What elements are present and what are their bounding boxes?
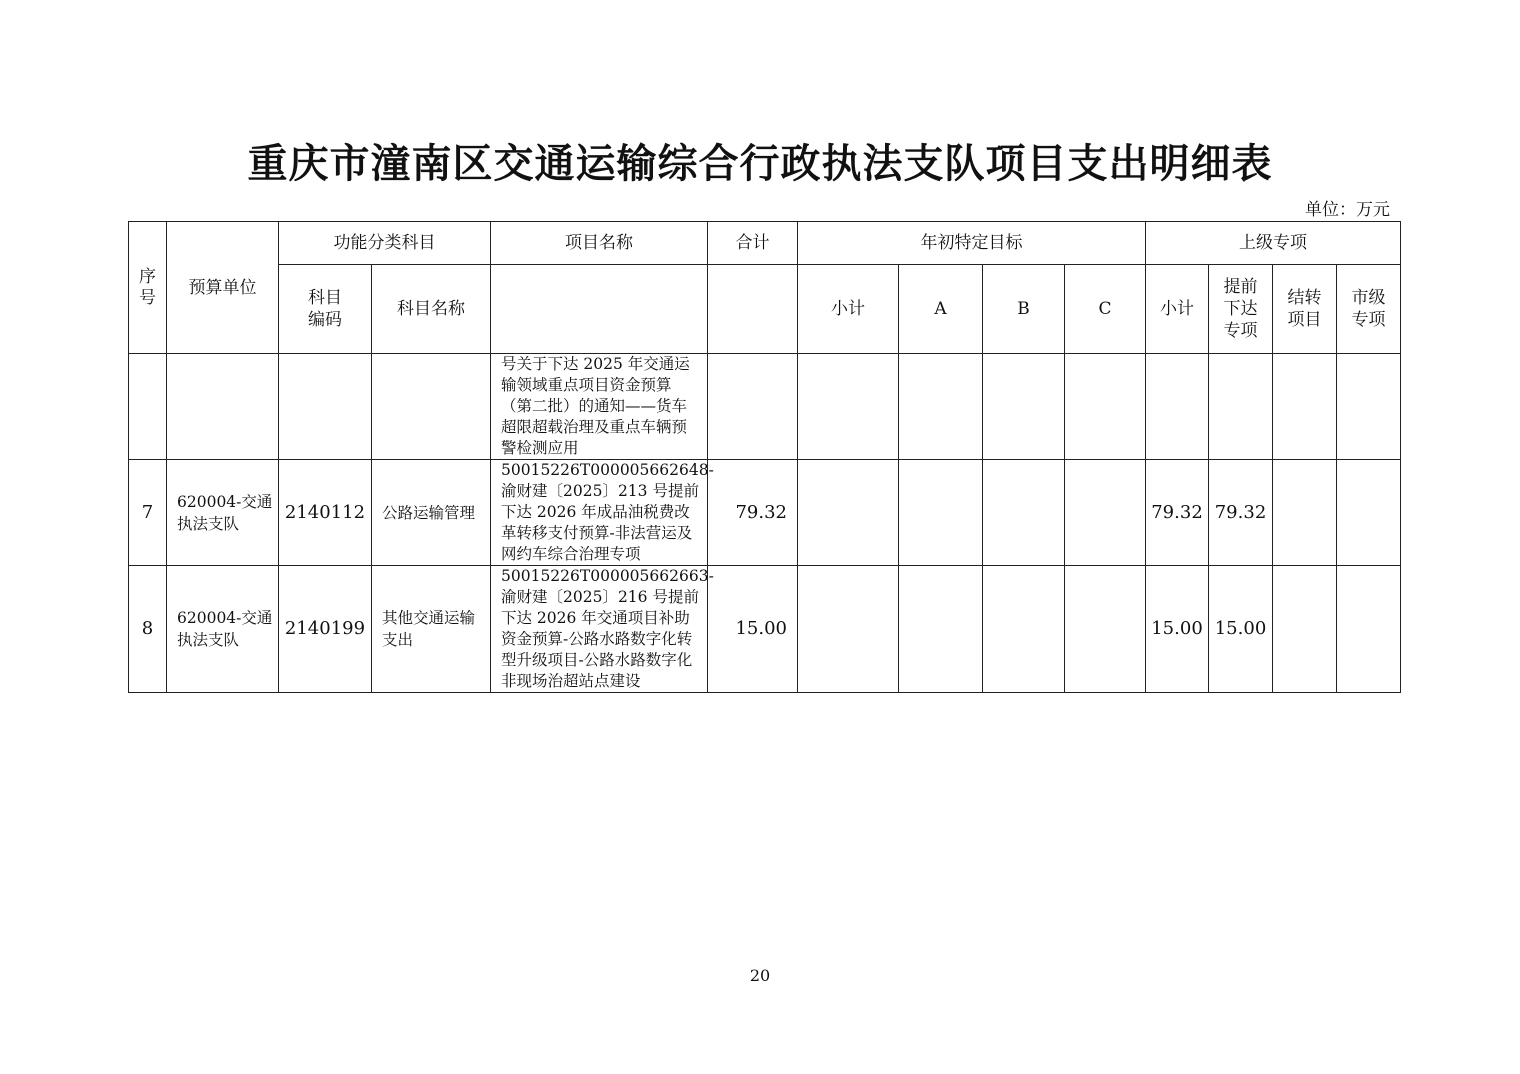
header-sup-carry: 结转项目 [1273,265,1337,354]
cell-project: 号关于下达 2025 年交通运输领域重点项目资金预算（第二批）的通知——货车超限超载治理及重点车辆预警检测应用 [491,354,708,460]
header-col-a: A [899,265,983,354]
header-func-class: 功能分类科目 [279,222,491,265]
header-subject-name: 科目名称 [372,265,491,354]
header-superior: 上级专项 [1146,222,1401,265]
unit-label: 单位：万元 [1305,200,1390,220]
cell-seq: 8 [129,566,167,693]
header-sup-advance: 提前下达专项 [1209,265,1273,354]
cell-sup-subtotal: 79.32 [1146,460,1209,566]
cell-sup-city [1337,460,1401,566]
cell-a [899,566,983,693]
cell-c [1065,460,1146,566]
cell-sup-carry [1273,460,1337,566]
cell-sup-carry [1273,566,1337,693]
cell-code: 2140112 [279,460,372,566]
cell-unit: 620004-交通执法支队 [167,460,279,566]
cell-sup-city [1337,354,1401,460]
cell-sup-subtotal: 15.00 [1146,566,1209,693]
cell-total [708,354,798,460]
cell-subject [372,354,491,460]
header-annual-subtotal: 小计 [798,265,899,354]
header-col-b: B [983,265,1065,354]
cell-sup-advance: 79.32 [1209,460,1273,566]
cell-sup-advance: 15.00 [1209,566,1273,693]
cell-project: 50015226T000005662648-渝财建〔2025〕213 号提前下达 2026 年成品油税费改革转移支付预算-非法营运及网约车综合治理专项 [491,460,708,566]
cell-c [1065,354,1146,460]
table-row [129,566,1401,693]
header-project-name: 项目名称 [491,222,708,265]
cell-sup-subtotal [1146,354,1209,460]
header-budget-unit: 预算单位 [167,222,279,354]
header-row-1 [129,222,1401,265]
cell-annual-subtotal [798,460,899,566]
header-total: 合计 [708,222,798,265]
cell-subject: 其他交通运输支出 [372,566,491,693]
header-seq: 序号 [129,222,167,354]
header-total-empty [708,265,798,354]
header-subject-code: 科目编码 [279,265,372,354]
cell-sup-carry [1273,354,1337,460]
header-project-name-empty [491,265,708,354]
cell-total: 15.00 [708,566,798,693]
header-sup-city: 市级专项 [1337,265,1401,354]
cell-b [983,354,1065,460]
cell-code [279,354,372,460]
cell-c [1065,566,1146,693]
cell-annual-subtotal [798,566,899,693]
header-col-c: C [1065,265,1146,354]
header-row-2 [129,265,1401,354]
expenditure-table [128,221,1401,693]
cell-sup-advance [1209,354,1273,460]
cell-seq [129,354,167,460]
header-sup-subtotal: 小计 [1146,265,1209,354]
cell-subject: 公路运输管理 [372,460,491,566]
cell-b [983,460,1065,566]
table-row [129,354,1401,460]
cell-seq: 7 [129,460,167,566]
cell-sup-city [1337,566,1401,693]
table-row [129,460,1401,566]
cell-total: 79.32 [708,460,798,566]
cell-project: 50015226T000005662663-渝财建〔2025〕216 号提前下达 2026 年交通项目补助资金预算-公路水路数字化转型升级项目-公路水路数字化非现场治超站点建设 [491,566,708,693]
page-number: 20 [749,966,771,985]
cell-a [899,354,983,460]
cell-annual-subtotal [798,354,899,460]
page-title: 重庆市潼南区交通运输综合行政执法支队项目支出明细表 [247,140,1273,187]
cell-b [983,566,1065,693]
header-annual-target: 年初特定目标 [798,222,1146,265]
cell-unit [167,354,279,460]
cell-a [899,460,983,566]
cell-unit: 620004-交通执法支队 [167,566,279,693]
cell-code: 2140199 [279,566,372,693]
